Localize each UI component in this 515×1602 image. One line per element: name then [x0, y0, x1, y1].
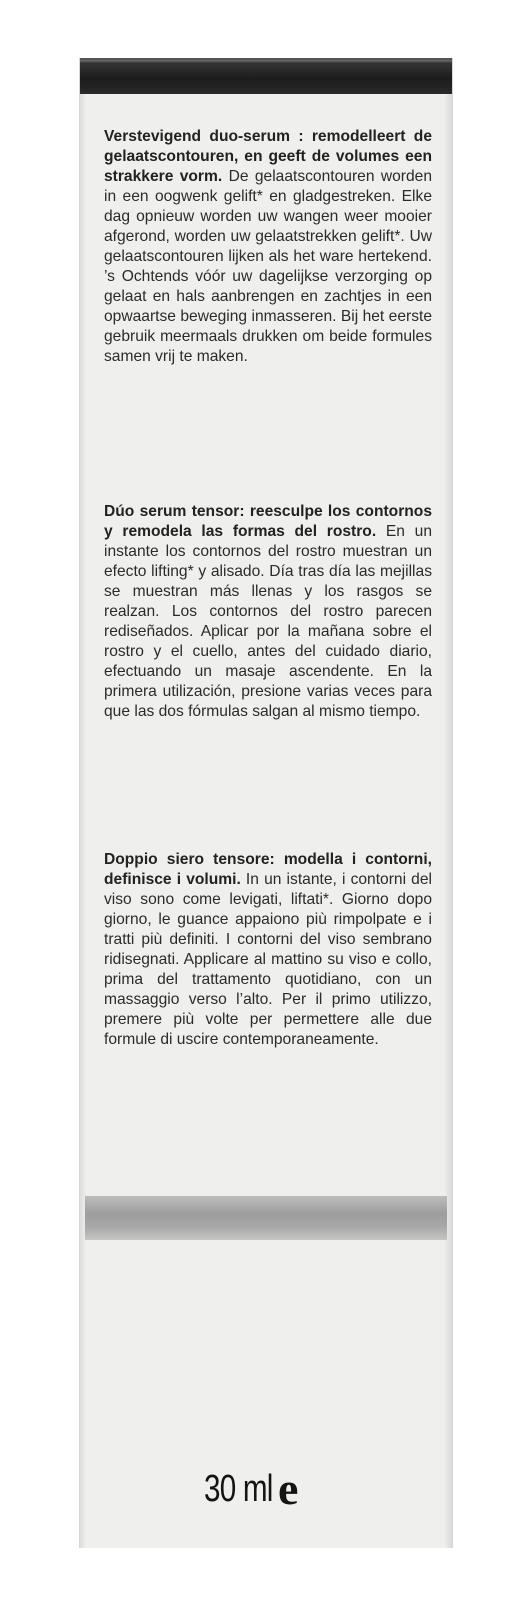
dutch-body: De gelaatscontouren worden in een oogwenk gelift* en gladgestreken. Elke dag opnieuw worden uw wangen weer mooier afgerond, worden uw gelaatstrekken gelift*. Uw gelaatscontouren lijken als het ware hertekend. ’s Ochtends vóór uw dagelijkse verzorging op gelaat en hals aanbrengen en zachtjes in een opwaartse beweging inmasseren. Bij het eerste gebruik meermaals drukken om beide formules samen vrij te maken.: [104, 168, 433, 365]
top-band-highlight: [80, 60, 452, 64]
dutch-heading: Verstevigend duo-serum : remodelleert de gelaatscontouren, en geeft de volumes een strakkere vorm.: [104, 128, 432, 185]
spanish-body: En un instante los contornos del rostro muestran un efecto lifting* y alisado. Día tras día las mejillas se muestran más llenas y los rasgos se realzan. Los contornos del rostro parecen rediseñados. Aplicar por la mañana sobre el rostro y el cuello, antes del cuidado diario, efectuando un masaje ascendente. En la primera utilización, presione varias veces para que las dos fórmulas salgan al mismo tiempo.: [104, 523, 432, 720]
estimated-sign-icon: e: [278, 1463, 299, 1514]
box-right-edge: [444, 58, 452, 1548]
spanish-heading: Dúo serum tensor: reesculpe los contornos y remodela las formas del rostro.: [104, 503, 432, 540]
volume-text: 30 ml: [204, 1467, 273, 1510]
box-left-edge: [80, 58, 86, 1548]
italian-description: [104, 850, 432, 1050]
grey-stripe: [85, 1196, 447, 1240]
italian-heading: Doppio siero tensore: modella i contorni, definisce i volumi.: [104, 851, 432, 888]
spanish-description: [104, 502, 432, 722]
italian-body: In un istante, i contorni del viso sono come levigati, liftati*. Giorno dopo giorno, le guance appaiono più rimpolpate e i tratti più definiti. I contorni del viso sembrano ridisegnati. Applicare al mattino su viso e collo, prima del trattamento quotidiano, con un massaggio verso l’alto. Per il primo utilizzo, premere più volte per permettere alle due formule di uscire contemporaneamente.: [104, 871, 432, 1048]
volume-label: [204, 1463, 299, 1514]
dutch-description: [104, 127, 432, 367]
